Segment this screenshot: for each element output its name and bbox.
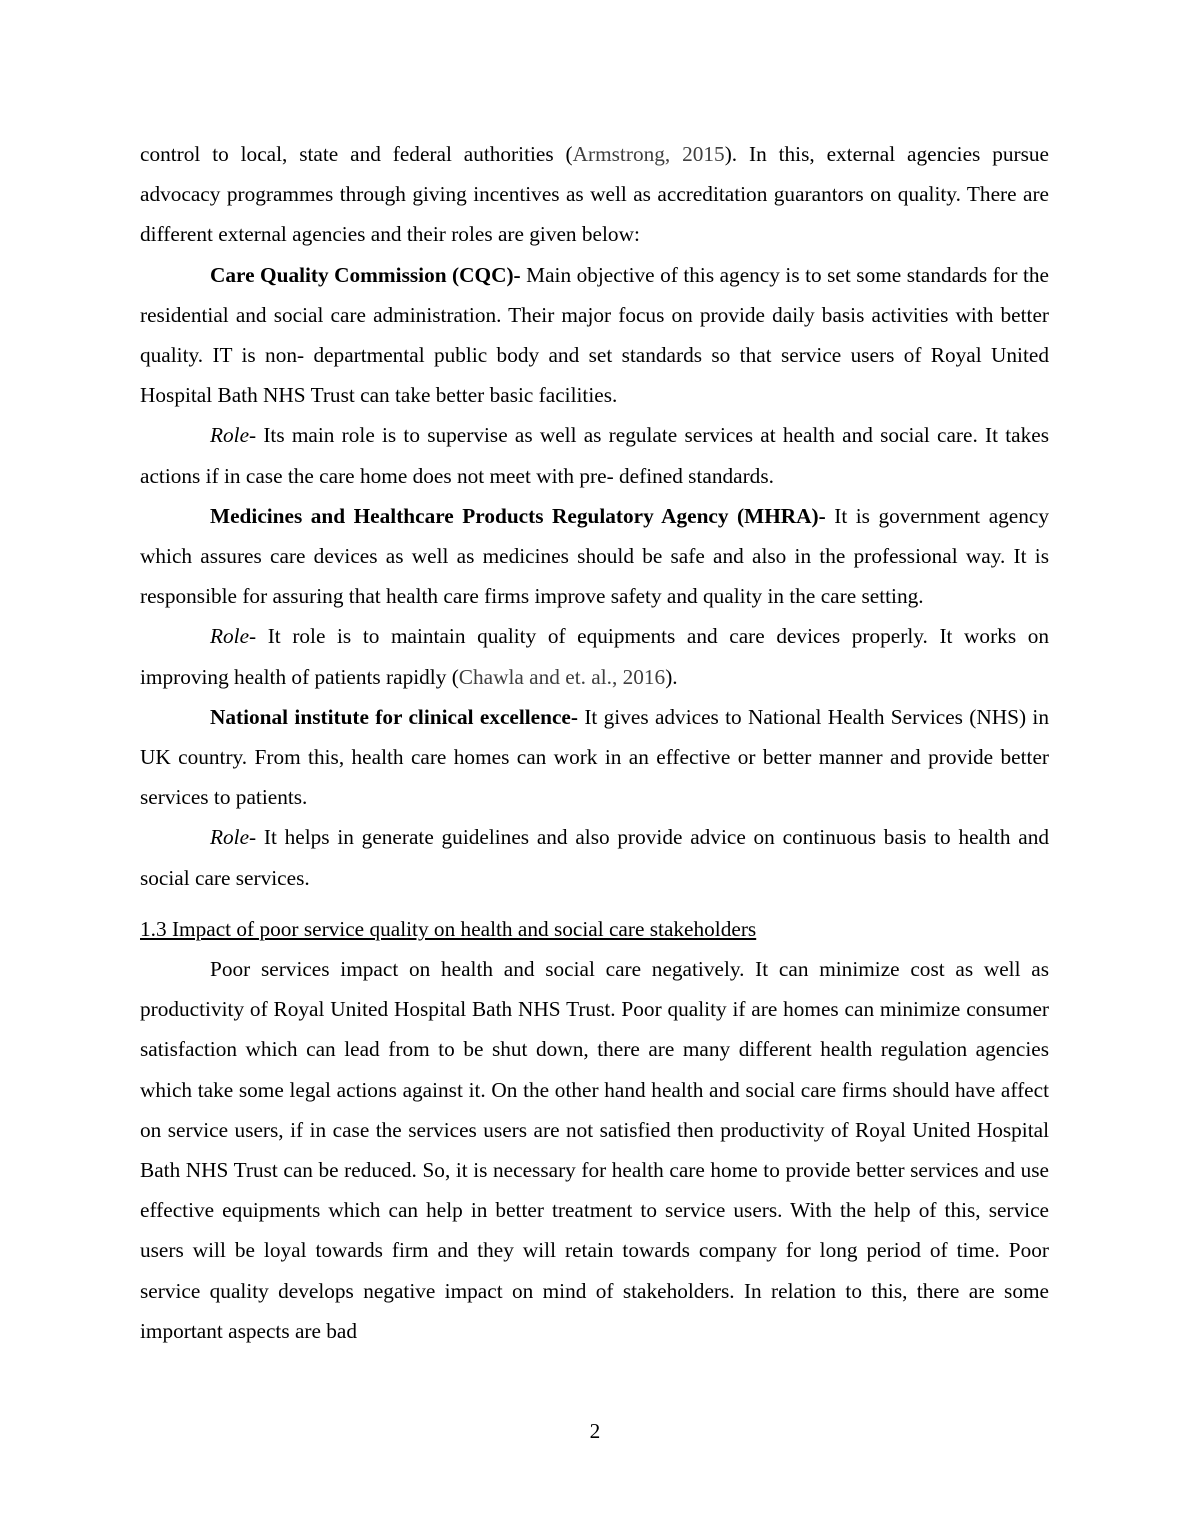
cqc-role-label: Role [210, 423, 250, 448]
document-body [140, 134, 1049, 1351]
nice-title: National institute for clinical excellence- [210, 704, 578, 729]
intro-text-start: control to local, state and federal authorities ( [140, 142, 573, 166]
intro-paragraph [140, 134, 1049, 255]
mhra-role-label: Role [210, 624, 250, 649]
section-heading: 1.3 Impact of poor service quality on health and social care stakeholders [140, 916, 757, 941]
mhra-role-body: - It role is to maintain quality of equipments and care devices properly. It works on improving health of patients rapidly ( [140, 624, 1049, 689]
page-number: 2 [589, 1419, 601, 1443]
mhra-role-end: ). [665, 664, 678, 689]
cqc-role-body: - Its main role is to supervise as well as regulate services at health and social care. It takes actions if in case the care home does not meet with pre- defined standards. [140, 423, 1049, 488]
mhra-paragraph [140, 496, 1049, 617]
nice-body: It gives advices to National Health Services (NHS) in UK country. From this, health care homes can work in an effective or better manner and provide better services to patients. [140, 704, 1049, 810]
cqc-role-paragraph [140, 415, 1049, 495]
mhra-title: Medicines and Healthcare Products Regulatory Agency (MHRA)- [210, 503, 826, 528]
poor-quality-paragraph: Poor services impact on health and social care negatively. It can minimize cost as well as productivity of Royal United Hospital Bath NHS Trust. Poor quality if are homes can minimize consumer satisfaction which can lead from to be shut down, there are many different health regulation agencies which take some legal actions against it. On the other hand health and social care firms should have affect on service users, if in case the services users are not satisfied then productivity of Royal United Hospital Bath NHS Trust can be reduced. So, it is necessary for health care home to provide better services and use effective equipments which can help in better treatment to service users. With the help of this, service users will be loyal towards firm and they will retain towards company for long period of time. Poor service quality develops negative impact on mind of stakeholders. In relation to this, there are some important aspects are bad [140, 957, 1049, 1343]
citation-chawla: Chawla and et. al., 2016 [458, 664, 666, 689]
nice-role-label: Role [210, 825, 250, 850]
citation-armstrong: Armstrong, 2015 [572, 142, 725, 166]
nice-paragraph [140, 697, 1049, 818]
mhra-body: It is government agency which assures care devices as well as medicines should be safe and also in the professional way. It is responsible for assuring that health care firms improve safety and quality in the care setting. [140, 503, 1050, 609]
cqc-paragraph [140, 255, 1049, 416]
cqc-body: Main objective of this agency is to set some standards for the residential and social care administration. Their major focus on provide daily basis activities with better quality. IT is non- departmental public body and set standards so that service users of Royal United Hospital Bath NHS Trust can take better basic facilities. [140, 262, 1049, 408]
nice-role-body: - It helps in generate guidelines and also provide advice on continuous basis to health and social care services. [140, 825, 1049, 890]
mhra-role-paragraph [140, 616, 1049, 696]
nice-role-paragraph [140, 817, 1049, 897]
cqc-title: Care Quality Commission (CQC)- [210, 262, 521, 287]
intro-text-end: ). In this, external agencies pursue advocacy programmes through giving incentives as well as accreditation guarantors on quality. There are different external agencies and their roles are given below: [140, 142, 1049, 247]
